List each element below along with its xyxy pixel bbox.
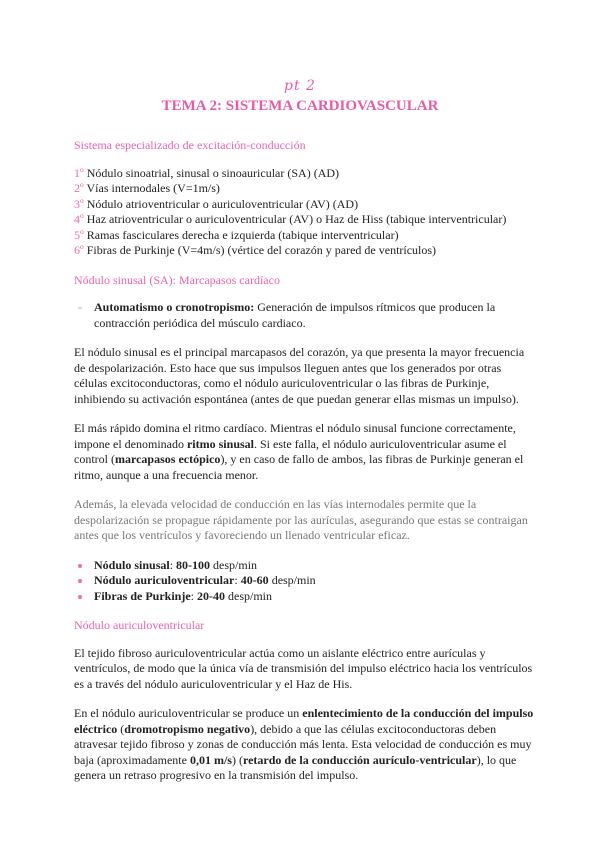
page-title: TEMA 2: SISTEMA CARDIOVASCULAR [161,98,439,114]
bullet-icon [78,579,82,583]
paragraph: El tejido fibroso auriculoventricular actúa como un aislante eléctrico entre aurículas y ventrículos, de modo que la única vía de transmisión del impulso eléctrico hacia los ventrículos es a través del nódulo auriculoventricular y el Haz de His. [74,645,533,691]
bullet-list [74,558,534,605]
numbered-list [74,166,534,259]
list-item: 3º Nódulo atrioventricular o auriculoventricular (AV) (AD) [74,196,359,211]
section-heading-nodulo-sinusal: Nódulo sinusal (SA): Marcapasos cardíaco [74,272,280,287]
document-body [74,138,534,798]
paragraph: Además, la elevada velocidad de conducción en las vías internodales permite que la despolarización se propague rápidamente por las aurículas, asegurando que estas se contraigan antes que los ventrículos y favoreciendo un llenado ventricular eficaz. [74,497,528,542]
paragraph: En el nódulo auriculoventricular se produce un enlentecimiento de la conducción del impulso eléctrico (dromotropismo negativo), debido a que las células excitoconductoras deben atravesar tejido fibroso y zonas de conducción más lenta. Esta velocidad de conducción es muy baja (aproximadamente 0,01 m/s) (retardo de la conducción aurículo-ventricular), lo que genera un retraso progresivo en la transmisión del impulso. [74,706,534,782]
bullet-icon [78,564,82,568]
list-item: 6º Fibras de Purkinje (V=4m/s) (vértice del corazón y pared de ventrículos) [74,243,437,257]
bullet-icon [78,595,82,599]
list-item: Nódulo sinusal: 80-100 desp/min [94,558,534,574]
list-item: 2º Vías internodales (V=1m/s) [74,181,220,195]
paragraph: El más rápido domina el ritmo cardíaco. Mientras el nódulo sinusal funcione correctamente, impone el denominado ritmo sinusal. Si este falla, el nódulo auriculoventricular asume el control (marcapasos ectópico), y en caso de fallo de ambos, las fibras de Purkinje generan el ritmo, aunque a una frecuencia menor. [74,421,524,482]
list-item: Fibras de Purkinje: 20-40 desp/min [94,589,534,605]
section-heading-sistema: Sistema especializado de excitación-conducción [74,138,306,152]
list-item: 4º Haz atrioventricular o auriculoventricular (AV) o Haz de Hiss (tabique interventricular) [74,212,507,226]
page-part-label: pt 2 [284,78,316,94]
list-item: Nódulo auriculoventricular: 40-60 desp/min [94,573,534,589]
paragraph: El nódulo sinusal es el principal marcapasos del corazón, ya que presenta la mayor frecuencia de despolarización. Esto hace que sus impulsos lleguen antes que los generados por otras células excitoconductoras, como el nódulo auriculoventricular o las fibras de Purkinje, inhibiendo su activación espontánea (antes de que puedan generar ellas mismas un impulso). [74,345,525,406]
section-heading-nodulo-av: Nódulo auriculoventricular [74,618,205,632]
list-item: 1º Nódulo sinoatrial, sinusal o sinoauricular (SA) (AD) [74,165,340,180]
dash-list-item: - Automatismo o cronotropismo: Generación de impulsos rítmicos que producen la contracción periódica del músculo cardiaco. [78,300,496,330]
dash-marker: - [78,300,82,314]
list-item: 5º Ramas fasciculares derecha e izquierda (tabique interventricular) [74,227,399,242]
